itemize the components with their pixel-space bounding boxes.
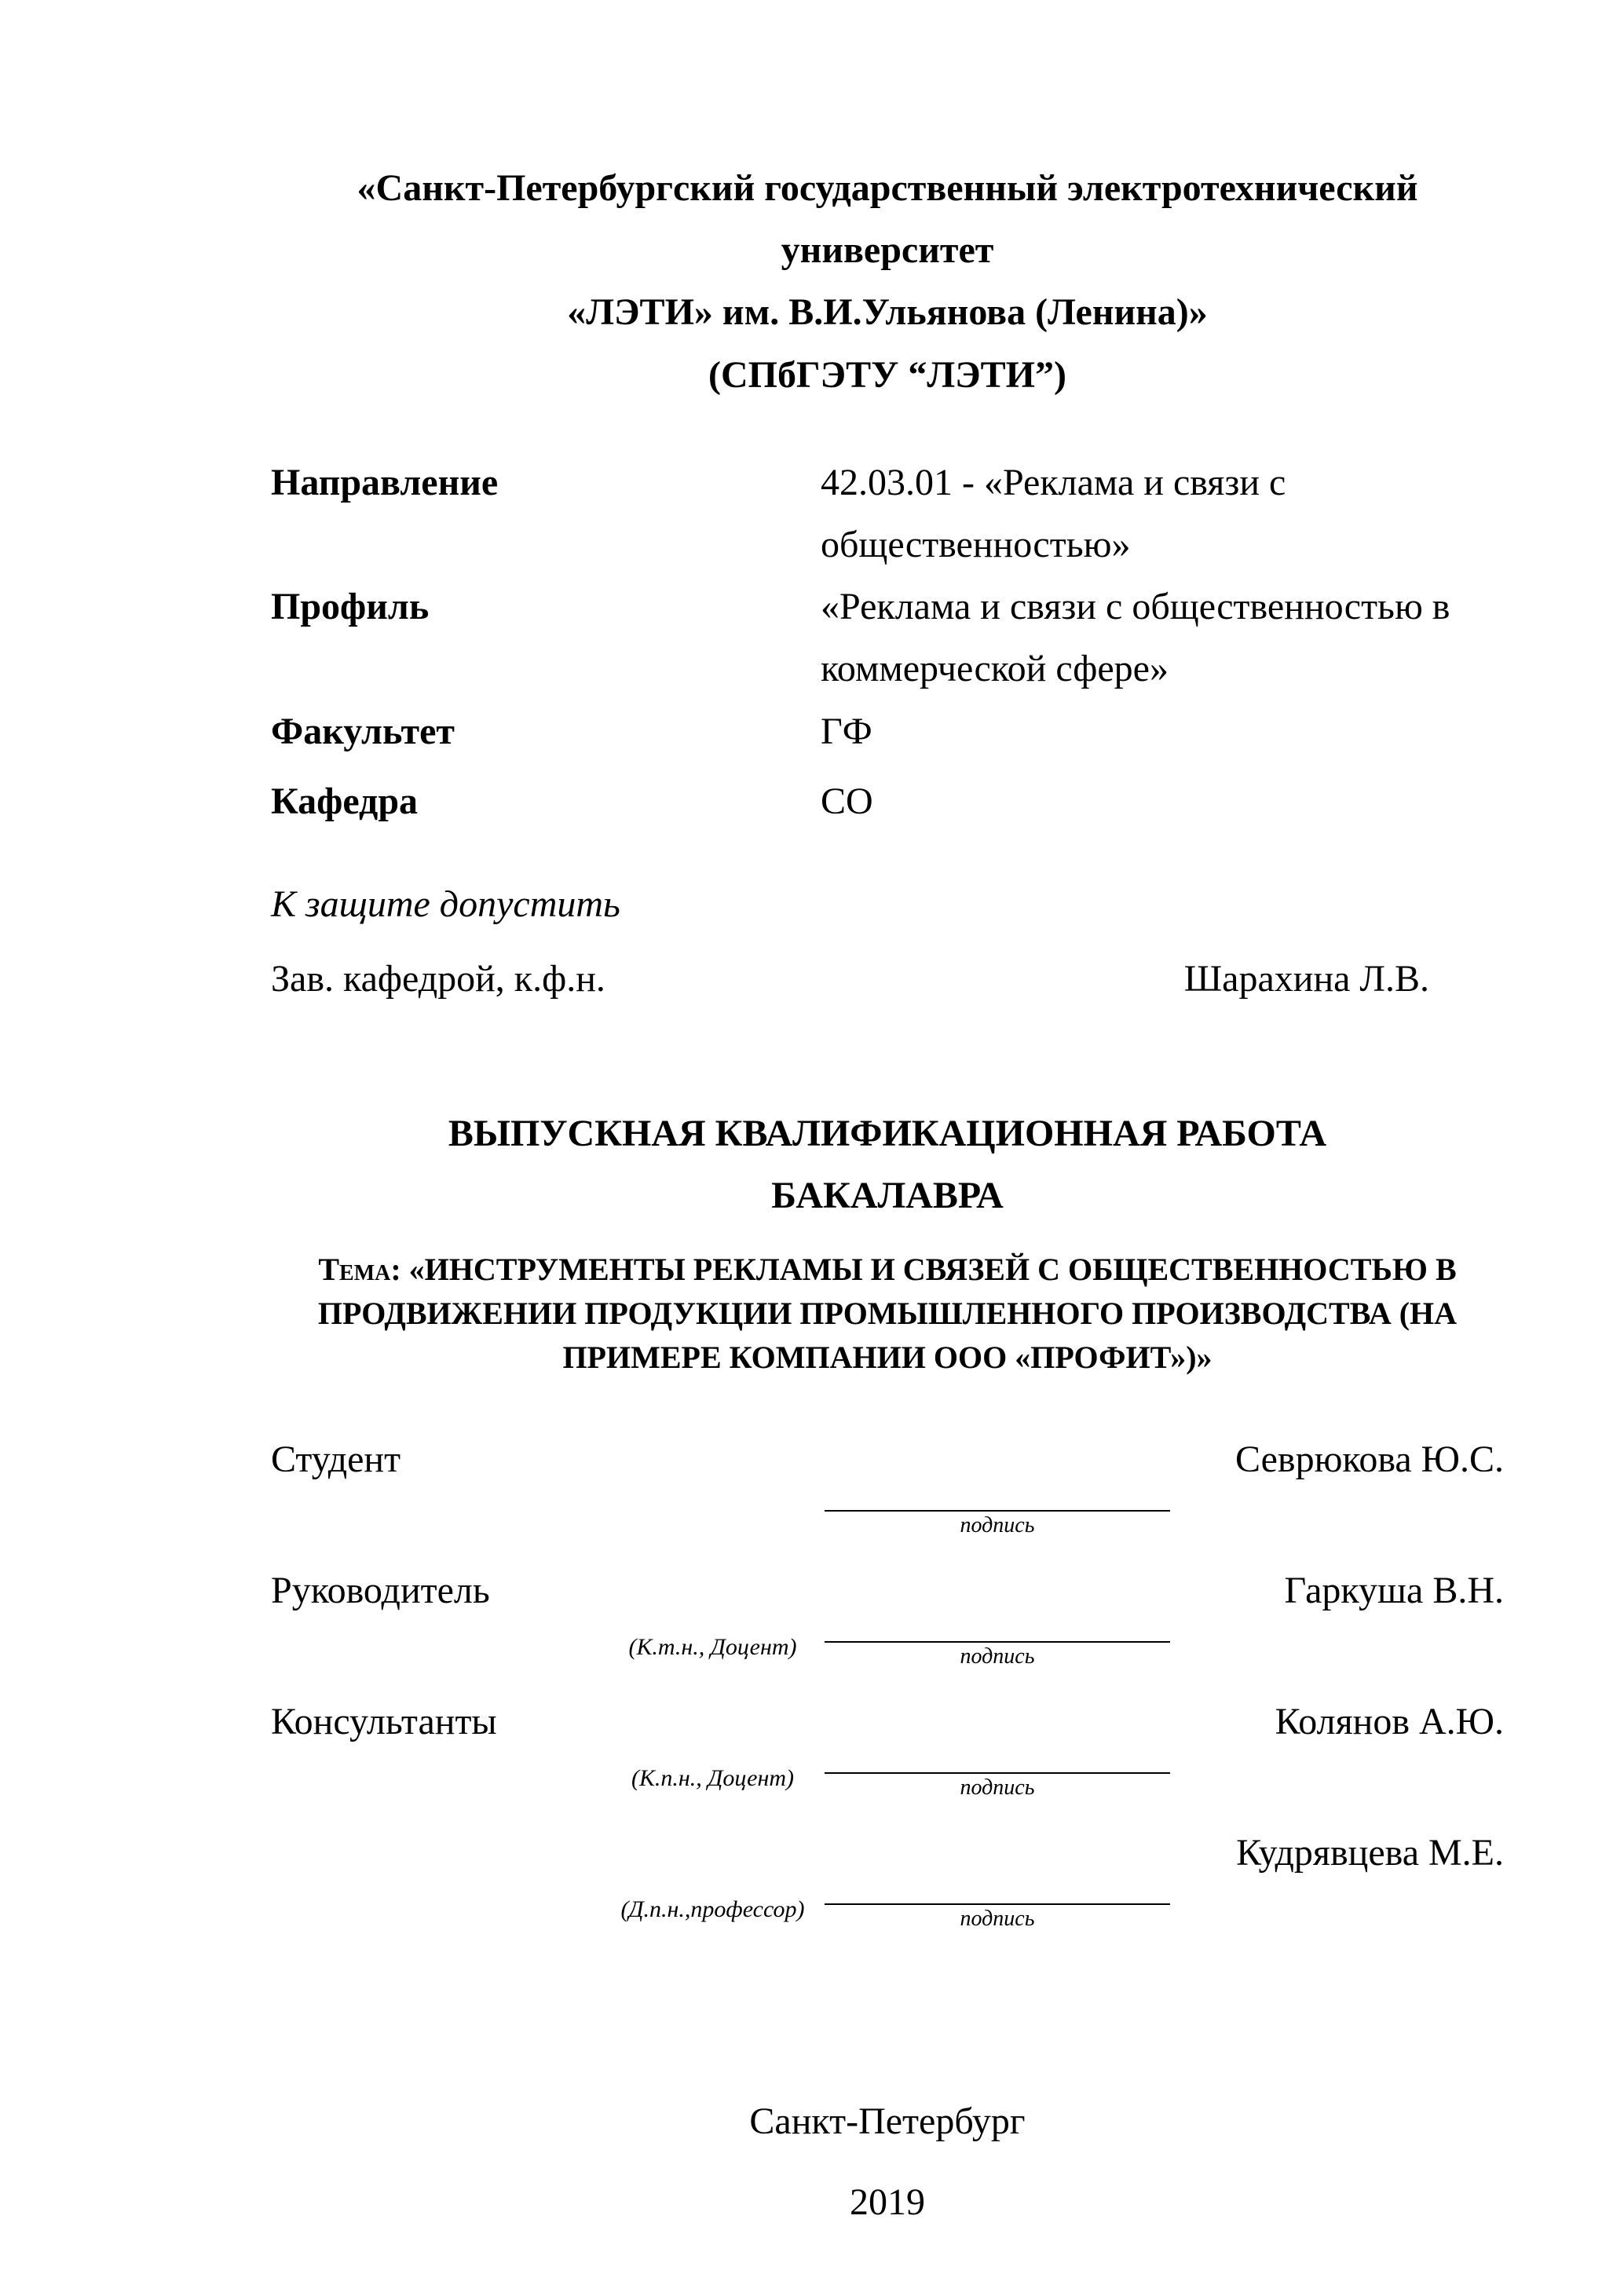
signature-name: Гаркуша В.Н. — [1284, 1569, 1504, 1611]
signature-role: Руководитель — [271, 1569, 490, 1611]
work-title-line2: БАКАЛАВРА — [771, 1175, 1004, 1217]
signature-qualifier: (К.т.н., Доцент) — [628, 1633, 797, 1660]
signature-line — [825, 1822, 1170, 1905]
signature-caption: подпись — [960, 1643, 1035, 1669]
university-name-line2: «ЛЭТИ» им. В.И.Ульянова (Ленина)» — [567, 291, 1208, 334]
admission-block — [271, 873, 1504, 1010]
footer-city: Санкт-Петербург — [749, 2100, 1026, 2142]
field-row-profile — [271, 576, 1504, 700]
signature-name: Колянов А.Ю. — [1275, 1700, 1504, 1742]
university-header — [271, 157, 1504, 406]
signature-row-student — [271, 1428, 1504, 1559]
program-fields — [271, 452, 1504, 832]
signature-row-consultant-2 — [271, 1822, 1504, 1953]
work-title — [271, 1102, 1504, 1227]
thesis-theme: Тема: «ИНСТРУМЕНТЫ РЕКЛАМЫ И СВЯЗЕЙ С ОБЩЕСТВЕННОСТЬЮ В ПРОДВИЖЕНИИ ПРОДУКЦИИ ПРОМЫШЛЕННОГО ПРОИЗВОДСТВА (НА ПРИМЕРЕ КОМПАНИИ ООО «ПРОФИТ»)» — [317, 1251, 1458, 1375]
work-title-line1: ВЫПУСКНАЯ КВАЛИФИКАЦИОННАЯ РАБОТА — [448, 1113, 1327, 1155]
field-row-faculty — [271, 700, 1504, 762]
admission-permit-line: К защите допустить — [271, 883, 620, 925]
signature-block — [271, 1428, 1504, 1953]
signature-row-consultant-1 — [271, 1691, 1504, 1822]
signature-line — [825, 1691, 1170, 1774]
signature-caption: подпись — [960, 1512, 1035, 1537]
field-value: «Реклама и связи с общественностью в коммерческой сфере» — [821, 586, 1450, 690]
field-label: Кафедра — [271, 780, 419, 822]
field-label: Направление — [271, 461, 499, 503]
page-footer — [271, 2090, 1504, 2233]
signature-qualifier: (К.п.н., Доцент) — [631, 1764, 794, 1791]
department-head-row — [271, 948, 1504, 1010]
field-label: Факультет — [271, 710, 455, 752]
department-head-name: Шарахина Л.В. — [1183, 958, 1429, 1000]
signature-field — [825, 1428, 1170, 1538]
signature-name: Кудрявцева М.Е. — [1236, 1831, 1504, 1874]
signature-role: Консультанты — [271, 1700, 497, 1742]
field-value: 42.03.01 - «Реклама и связи с общественностью» — [821, 461, 1286, 565]
signature-qualifier: (Д.п.н.,профессор) — [620, 1896, 805, 1922]
field-row-department — [271, 770, 1504, 832]
field-value: ГФ — [821, 710, 872, 752]
signature-role: Студент — [271, 1438, 401, 1480]
university-name-line1: «Санкт-Петербургский государственный электротехнический университет — [357, 167, 1418, 272]
field-value: СО — [821, 780, 873, 822]
signature-field — [825, 1559, 1170, 1669]
field-row-direction — [271, 452, 1504, 576]
signature-line — [825, 1559, 1170, 1643]
department-head-label: Зав. кафедрой, к.ф.н. — [271, 958, 605, 1000]
university-abbreviation: (СПбГЭТУ “ЛЭТИ”) — [708, 353, 1066, 396]
signature-field — [825, 1822, 1170, 1932]
signature-line — [825, 1428, 1170, 1512]
signature-row-supervisor — [271, 1559, 1504, 1691]
signature-caption: подпись — [960, 1906, 1035, 1931]
field-label: Профиль — [271, 586, 430, 628]
signature-name: Севрюкова Ю.С. — [1235, 1438, 1504, 1480]
signature-field — [825, 1691, 1170, 1801]
footer-year: 2019 — [850, 2181, 925, 2223]
signature-caption: подпись — [960, 1775, 1035, 1800]
